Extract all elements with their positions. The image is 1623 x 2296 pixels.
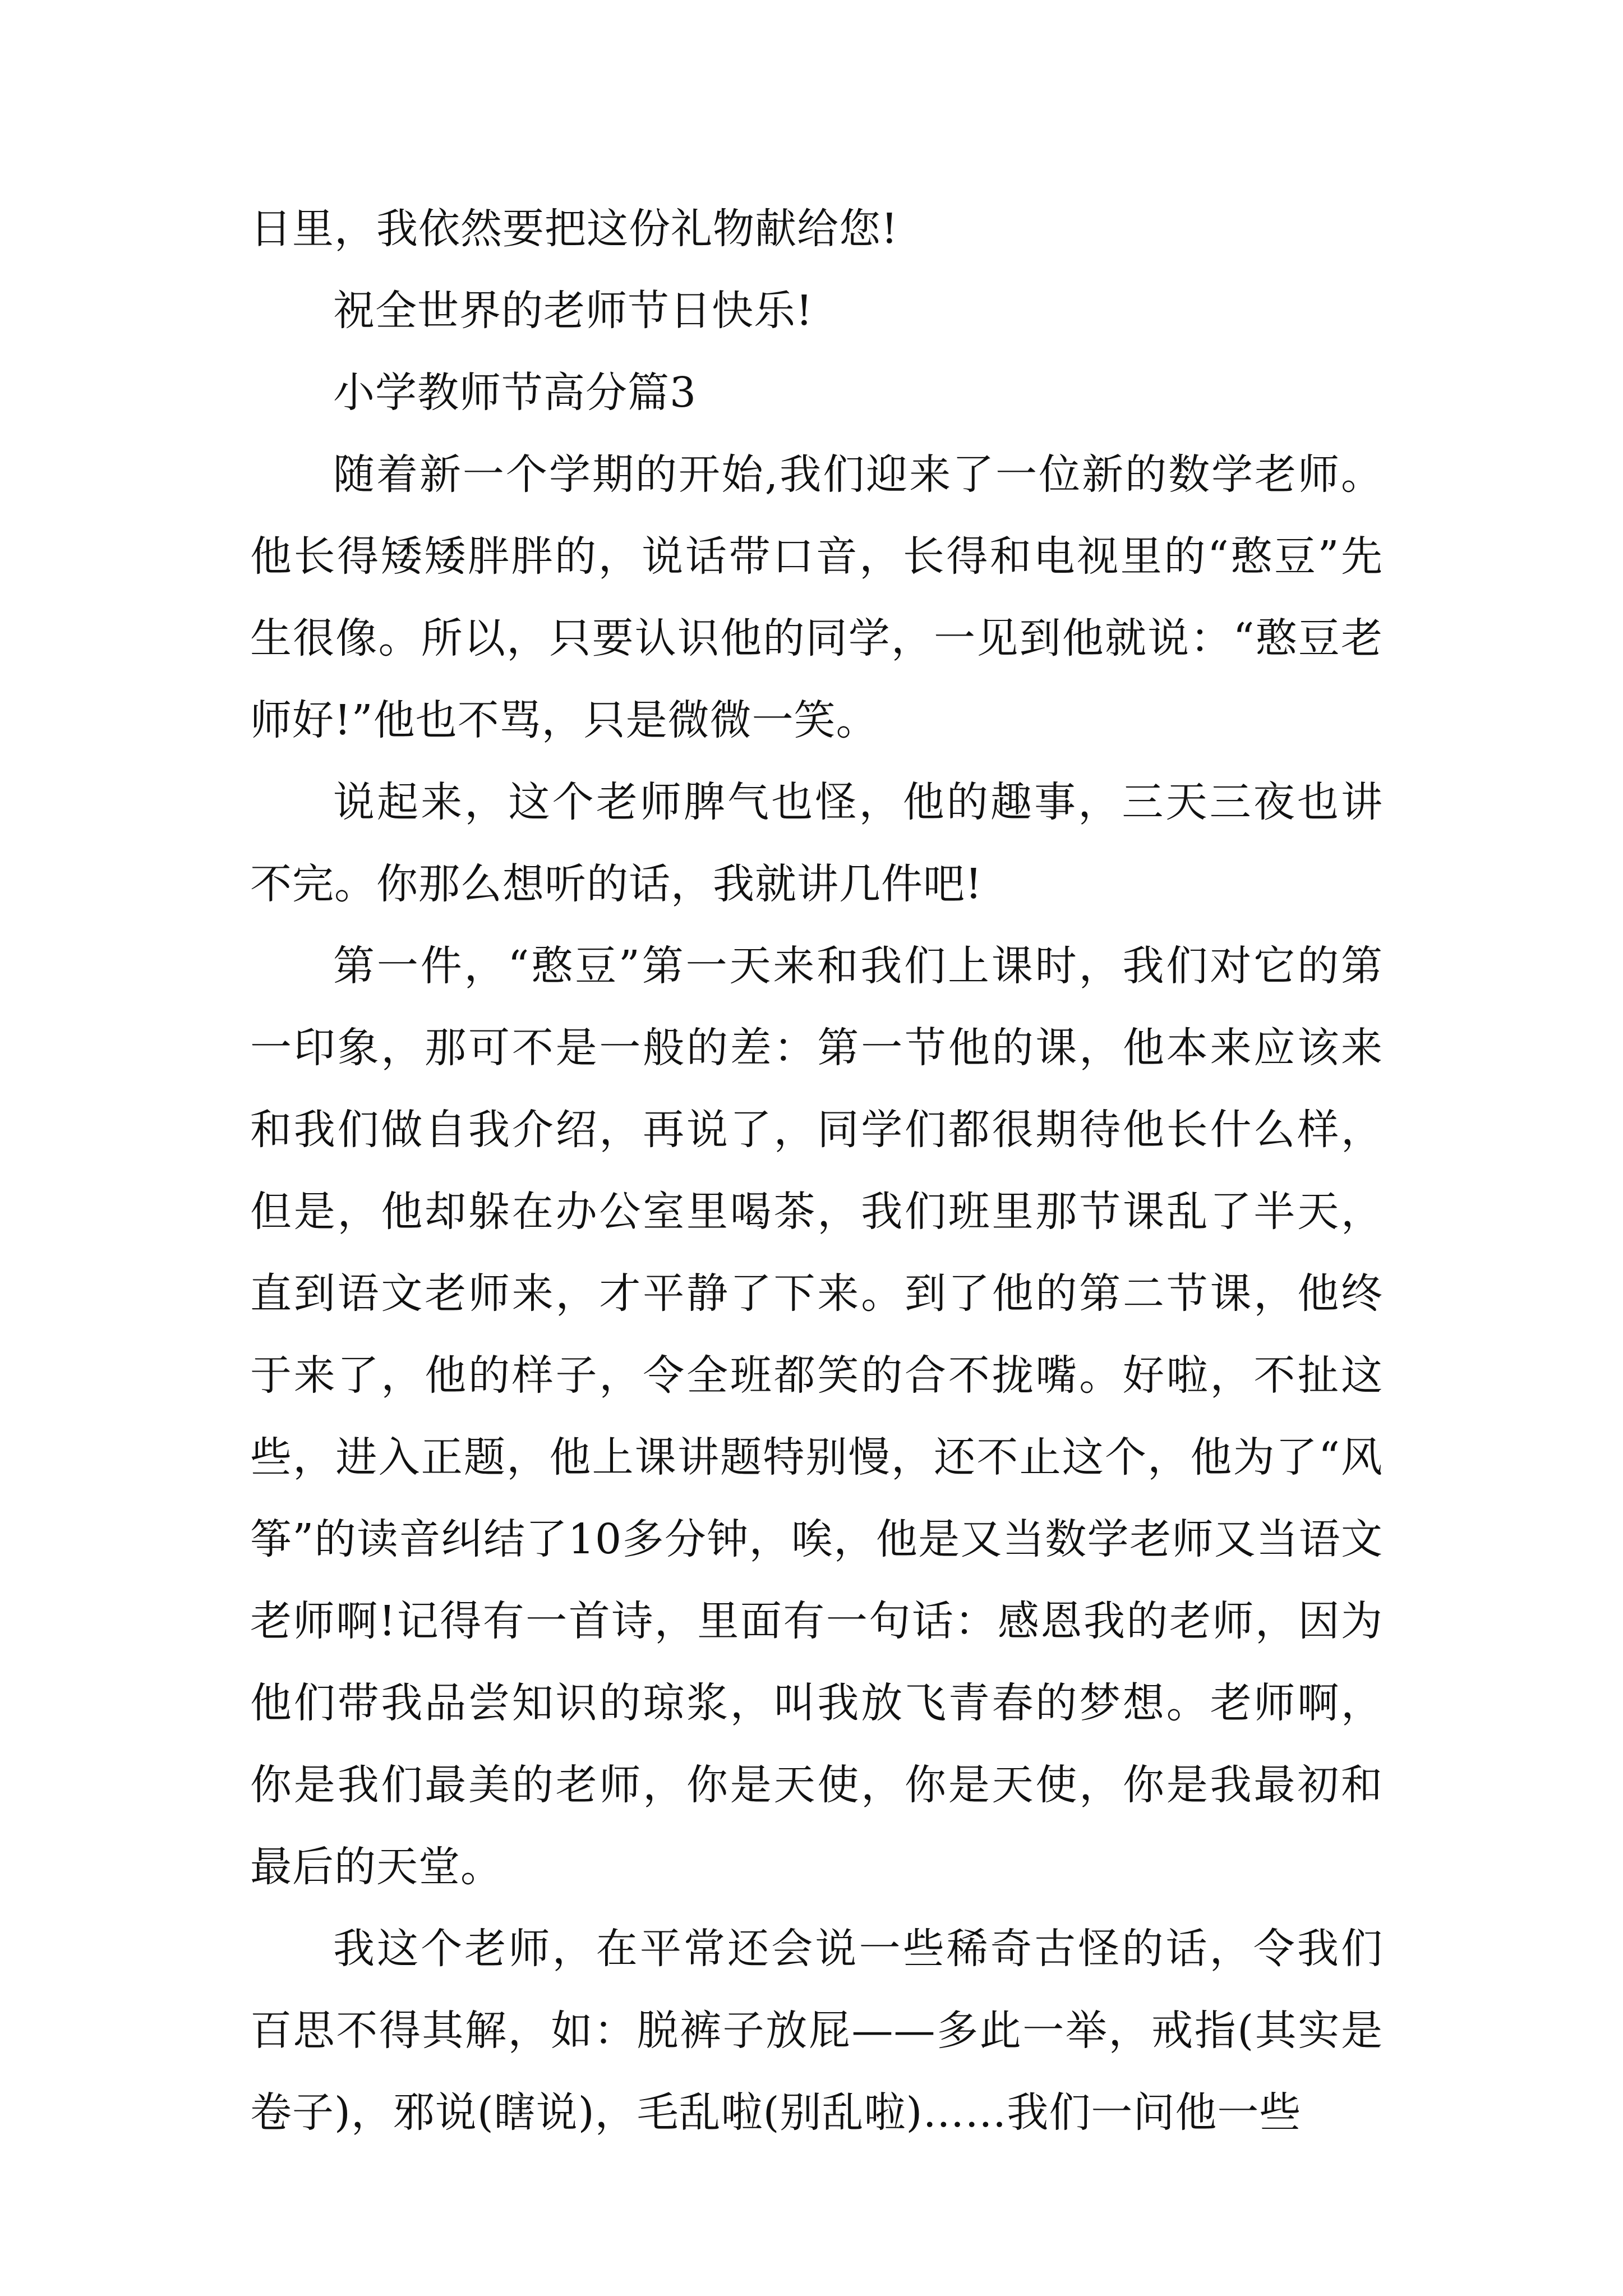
paragraph-continuation: 日里，我依然要把这份礼物献给您! (250, 205, 898, 253)
document-body (250, 188, 1383, 2154)
paragraph-strange-words: 我这个老师，在平常还会说一些稀奇古怪的话，令我们百思不得其解，如：脱裤子放屁——多此一举，戒指(其实是卷子)，邪说(瞎说)，毛乱啦(别乱啦)……我们一问他一些 (250, 1925, 1383, 2137)
paragraph-first-story: 第一件，“憨豆”第一天来和我们上课时，我们对它的第一印象，那可不是一般的差：第一节他的课，他本来应该来和我们做自我介绍，再说了，同学们都很期待他长什么样，但是，他却躲在办公室里喝茶，我们班里那节课乱了半天，直到语文老师来，才平静了下来。到了他的第二节课，他终于来了，他的样子，令全班都笑的合不拢嘴。好啦，不扯这些，进入正题，他上课讲题特别慢，还不止这个，他为了“风筝”的读音纠结了10多分钟，唉，他是又当数学老师又当语文老师啊!记得有一首诗，里面有一句话：感恩我的老师，因为他们带我品尝知识的琼浆，叫我放飞青春的梦想。老师啊，你是我们最美的老师，你是天使，你是天使，你是我最初和最后的天堂。 (250, 942, 1383, 1891)
section-heading: 小学教师节高分篇3 (333, 369, 697, 417)
paragraph-intro: 随着新一个学期的开始,我们迎来了一位新的数学老师。他长得矮矮胖胖的，说话带口音，长得和电视里的“憨豆”先生很像。所以，只要认识他的同学，一见到他就说：“憨豆老师好!”他也不骂，只是微微一笑。 (250, 450, 1383, 744)
paragraph-temper: 说起来，这个老师脾气也怪，他的趣事，三天三夜也讲不完。你那么想听的话，我就讲几件吧! (250, 778, 1383, 908)
paragraph-greeting: 祝全世界的老师节日快乐! (333, 287, 813, 335)
